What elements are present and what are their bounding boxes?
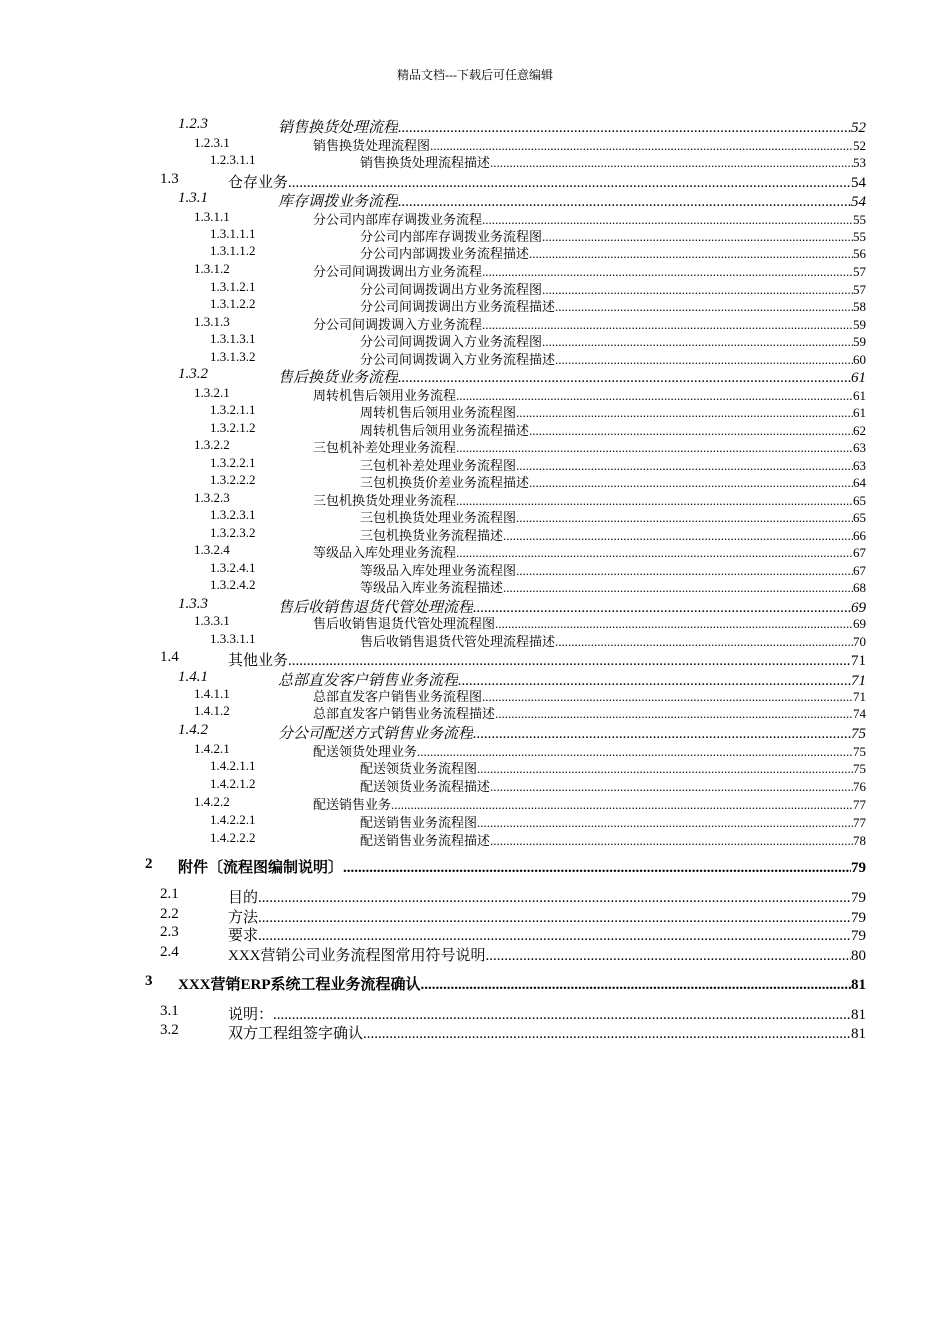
toc-entry-page: 54 xyxy=(851,175,866,191)
toc-entry-title: 三包机补差处理业务流程图 xyxy=(360,458,517,473)
toc-leader-dots xyxy=(258,890,851,907)
toc-entry-number: 1.4.1.1 xyxy=(194,686,230,701)
page-header: 精品文档---下载后可任意编辑 xyxy=(397,68,553,82)
toc-entry-number: 1.3 xyxy=(160,171,179,187)
toc-entry-number: 1.4.1 xyxy=(178,669,208,685)
toc-entry-number: 1.3.2.4.2 xyxy=(210,577,256,592)
toc-entry-title: 分公司内部库存调拨业务流程图 xyxy=(360,229,543,244)
toc-entry-title: 分公司间调拨调入方业务流程 xyxy=(313,317,483,332)
toc-entry[interactable] xyxy=(0,209,950,226)
toc-entry-title: 三包机换货价差业务流程描述 xyxy=(360,475,530,490)
toc-entry-page: 65 xyxy=(853,510,866,525)
toc-entry-title: 分公司配送方式销售业务流程 xyxy=(278,726,474,742)
toc-entry-title: 周转机售后领用业务流程图 xyxy=(360,405,517,420)
toc-entry[interactable] xyxy=(0,226,950,243)
toc-entry[interactable] xyxy=(0,758,950,775)
toc-entry-page: 53 xyxy=(853,155,866,170)
toc-entry-title: 库存调拨业务流程 xyxy=(278,194,399,210)
toc-entry-number: 1.3.2.2.1 xyxy=(210,455,256,470)
toc-entry-page: 74 xyxy=(853,706,866,721)
toc-entry-title: 配送领货处理业务 xyxy=(313,744,418,759)
toc-leader-dots xyxy=(490,833,853,849)
toc-entry[interactable] xyxy=(0,507,950,524)
toc-entry[interactable] xyxy=(0,613,950,630)
toc-leader-dots xyxy=(391,797,853,813)
toc-entry-page: 63 xyxy=(853,458,866,473)
toc-entry[interactable] xyxy=(0,455,950,472)
toc-leader-dots xyxy=(343,860,851,877)
toc-leader-dots xyxy=(288,653,851,670)
toc-entry[interactable] xyxy=(0,741,950,758)
toc-entry-page: 78 xyxy=(853,833,866,848)
toc-entry-title: XXX营销公司业务流程图常用符号说明 xyxy=(228,948,486,964)
toc-entry[interactable] xyxy=(0,116,950,134)
toc-entry-title: 售后收销售退货代管处理流程图 xyxy=(313,616,496,631)
toc-entry-page: 75 xyxy=(853,761,866,776)
toc-entry-page: 71 xyxy=(853,689,866,704)
toc-leader-dots xyxy=(363,1026,851,1043)
toc-entry-title: 三包机换货业务流程描述 xyxy=(360,528,504,543)
toc-entry[interactable] xyxy=(0,314,950,331)
toc-entry-number: 1.3.2.2.2 xyxy=(210,472,256,487)
toc-entry[interactable] xyxy=(0,331,950,348)
toc-entry[interactable] xyxy=(0,856,950,874)
toc-entry-page: 62 xyxy=(853,423,866,438)
toc-entry-number: 2.4 xyxy=(160,944,179,960)
toc-leader-dots xyxy=(490,155,853,171)
toc-entry-title: 附件〔流程图编制说明〕 xyxy=(178,860,344,876)
toc-entry-number: 1.3.2.3 xyxy=(194,490,230,505)
toc-entry-number: 1.4.2.2.2 xyxy=(210,830,256,845)
toc-entry-title: 等级品入库业务流程描述 xyxy=(360,580,504,595)
toc-entry-page: 77 xyxy=(853,815,866,830)
toc-entry-page: 77 xyxy=(853,797,866,812)
toc-entry-page: 81 xyxy=(851,1007,866,1023)
toc-entry[interactable] xyxy=(0,906,950,924)
toc-entry-page: 61 xyxy=(853,405,866,420)
toc-entry-title: XXX营销ERP系统工程业务流程确认 xyxy=(178,977,421,993)
toc-entry[interactable] xyxy=(0,366,950,384)
toc-entry-page: 59 xyxy=(853,317,866,332)
toc-entry-title: 配送领货业务流程图 xyxy=(360,761,478,776)
toc-entry-number: 1.4.2.1.2 xyxy=(210,776,256,791)
toc-entry-title: 售后收销售退货代管处理流程描述 xyxy=(360,634,556,649)
toc-leader-dots xyxy=(529,475,853,491)
toc-entry-title: 总部直发客户销售业务流程图 xyxy=(313,689,483,704)
toc-leader-dots xyxy=(529,246,853,262)
toc-entry-title: 售后换货业务流程 xyxy=(278,370,399,386)
toc-entry-page: 61 xyxy=(853,388,866,403)
toc-entry-page: 66 xyxy=(853,528,866,543)
toc-entry-number: 1.4.2 xyxy=(178,722,208,738)
toc-entry-title: 配送销售业务流程图 xyxy=(360,815,478,830)
toc-entry-page: 63 xyxy=(853,440,866,455)
toc-entry-title: 分公司间调拨调出方业务流程图 xyxy=(360,282,543,297)
toc-leader-dots xyxy=(503,580,853,596)
toc-entry[interactable] xyxy=(0,385,950,402)
toc-entry[interactable] xyxy=(0,490,950,507)
toc-entry-title: 周转机售后领用业务流程 xyxy=(313,388,457,403)
toc-entry-number: 1.3.2.1.1 xyxy=(210,402,256,417)
toc-entry[interactable] xyxy=(0,886,950,904)
toc-entry-page: 55 xyxy=(853,229,866,244)
toc-entry[interactable] xyxy=(0,402,950,419)
toc-leader-dots xyxy=(477,815,853,831)
toc-entry[interactable] xyxy=(0,686,950,703)
toc-entry[interactable] xyxy=(0,135,950,152)
toc-leader-dots xyxy=(490,779,853,795)
toc-entry-title: 要求 xyxy=(228,928,259,944)
toc-entry[interactable] xyxy=(0,171,950,189)
toc-entry-page: 52 xyxy=(851,120,866,136)
toc-entry-title: 销售换货处理流程描述 xyxy=(360,155,491,170)
toc-entry[interactable] xyxy=(0,1003,950,1021)
toc-entry-page: 60 xyxy=(853,352,866,367)
toc-entry-number: 1.3.1.3 xyxy=(194,314,230,329)
toc-entry-number: 2.1 xyxy=(160,886,179,902)
toc-entry[interactable] xyxy=(0,560,950,577)
toc-entry[interactable] xyxy=(0,243,950,260)
toc-entry[interactable] xyxy=(0,349,950,366)
toc-entry-number: 1.3.2 xyxy=(178,366,208,382)
toc-entry[interactable] xyxy=(0,296,950,313)
toc-entry-title: 等级品入库处理业务流程 xyxy=(313,545,457,560)
toc-entry-title: 分公司间调拨调出方业务流程描述 xyxy=(360,299,556,314)
toc-leader-dots xyxy=(477,761,853,777)
toc-entry[interactable] xyxy=(0,830,950,847)
toc-entry-page: 54 xyxy=(851,194,866,210)
toc-leader-dots xyxy=(495,616,853,632)
toc-entry-title: 分公司内部库存调拨业务流程 xyxy=(313,212,483,227)
toc-leader-dots xyxy=(555,634,853,650)
toc-entry-number: 1.3.3.1 xyxy=(194,613,230,628)
toc-entry-page: 61 xyxy=(851,370,866,386)
toc-entry-number: 1.3.1.2.2 xyxy=(210,296,256,311)
toc-entry-title: 说明： xyxy=(228,1007,274,1023)
toc-entry-page: 56 xyxy=(853,246,866,261)
toc-entry-page: 79 xyxy=(851,928,866,944)
toc-leader-dots xyxy=(456,545,853,561)
toc-entry-number: 1.3.1.2.1 xyxy=(210,279,256,294)
toc-entry-number: 1.3.2.3.2 xyxy=(210,525,256,540)
toc-entry-number: 1.4.2.2.1 xyxy=(210,812,256,827)
toc-entry[interactable] xyxy=(0,703,950,720)
toc-entry-page: 59 xyxy=(853,334,866,349)
toc-entry-page: 68 xyxy=(853,580,866,595)
toc-leader-dots xyxy=(542,334,853,350)
toc-entry-page: 57 xyxy=(853,264,866,279)
toc-entry-number: 1.2.3.1 xyxy=(194,135,230,150)
toc-entry[interactable] xyxy=(0,944,950,962)
toc-entry-number: 1.3.2.1 xyxy=(194,385,230,400)
toc-entry-title: 三包机补差处理业务流程 xyxy=(313,440,457,455)
toc-entry[interactable] xyxy=(0,924,950,942)
toc-entry-title: 三包机换货处理业务流程 xyxy=(313,493,457,508)
toc-entry-title: 方法 xyxy=(228,910,259,926)
toc-entry-page: 79 xyxy=(851,860,866,876)
toc-entry-page: 81 xyxy=(851,977,866,993)
toc-leader-dots xyxy=(516,405,853,421)
toc-entry[interactable] xyxy=(0,649,950,667)
toc-entry-number: 1.2.3 xyxy=(178,116,208,132)
toc-entry-number: 3.2 xyxy=(160,1022,179,1038)
toc-entry-page: 75 xyxy=(851,726,866,742)
toc-entry-title: 周转机售后领用业务流程描述 xyxy=(360,423,530,438)
toc-entry-number: 2 xyxy=(145,856,153,872)
toc-entry-page: 55 xyxy=(853,212,866,227)
toc-entry[interactable] xyxy=(0,261,950,278)
toc-entry[interactable] xyxy=(0,812,950,829)
toc-entry-title: 三包机换货处理业务流程图 xyxy=(360,510,517,525)
toc-entry-title: 总部直发客户销售业务流程描述 xyxy=(313,706,496,721)
toc-entry-number: 1.3.3.1.1 xyxy=(210,631,256,646)
toc-entry-number: 1.3.1.3.1 xyxy=(210,331,256,346)
toc-leader-dots xyxy=(258,928,851,945)
toc-entry-page: 76 xyxy=(853,779,866,794)
toc-entry-number: 3.1 xyxy=(160,1003,179,1019)
toc-entry-page: 52 xyxy=(853,138,866,153)
toc-entry-number: 3 xyxy=(145,973,153,989)
toc-entry-number: 1.3.2.1.2 xyxy=(210,420,256,435)
toc-entry[interactable] xyxy=(0,152,950,169)
toc-entry-page: 80 xyxy=(851,948,866,964)
toc-entry[interactable] xyxy=(0,1022,950,1040)
toc-entry[interactable] xyxy=(0,525,950,542)
toc-entry-title: 分公司间调拨调入方业务流程描述 xyxy=(360,352,556,367)
toc-entry[interactable] xyxy=(0,420,950,437)
toc-entry-number: 1.2.3.1.1 xyxy=(210,152,256,167)
toc-entry-title: 配送销售业务 xyxy=(313,797,392,812)
toc-entry-page: 57 xyxy=(853,282,866,297)
toc-entry-page: 75 xyxy=(853,744,866,759)
toc-entry-title: 其他业务 xyxy=(228,653,289,669)
toc-leader-dots xyxy=(456,440,853,456)
toc-entry[interactable] xyxy=(0,794,950,811)
toc-entry[interactable] xyxy=(0,577,950,594)
toc-entry-title: 分公司内部调拨业务流程描述 xyxy=(360,246,530,261)
toc-entry-title: 售后收销售退货代管处理流程 xyxy=(278,600,474,616)
toc-entry-page: 71 xyxy=(851,653,866,669)
toc-entry-title: 仓存业务 xyxy=(228,175,289,191)
toc-entry[interactable] xyxy=(0,973,950,991)
toc-entry[interactable] xyxy=(0,722,950,740)
toc-leader-dots xyxy=(516,510,853,526)
toc-entry-title: 双方工程组签字确认 xyxy=(228,1026,364,1042)
toc-entry-title: 配送销售业务流程描述 xyxy=(360,833,491,848)
toc-entry-number: 1.3.2.3.1 xyxy=(210,507,256,522)
toc-entry-page: 65 xyxy=(853,493,866,508)
toc-entry-number: 1.3.1 xyxy=(178,190,208,206)
toc-entry-title: 配送领货业务流程描述 xyxy=(360,779,491,794)
toc-entry-page: 64 xyxy=(853,475,866,490)
toc-entry-page: 70 xyxy=(853,634,866,649)
toc-entry-title: 总部直发客户销售业务流程 xyxy=(278,673,459,689)
toc-entry-title: 销售换货处理流程图 xyxy=(313,138,431,153)
toc-entry-number: 1.4.2.2 xyxy=(194,794,230,809)
toc-entry[interactable] xyxy=(0,776,950,793)
toc-entry[interactable] xyxy=(0,279,950,296)
toc-leader-dots xyxy=(482,264,853,280)
toc-entry-number: 1.4 xyxy=(160,649,179,665)
toc-leader-dots xyxy=(555,299,853,315)
toc-entry-number: 1.3.2.4 xyxy=(194,542,230,557)
toc-leader-dots xyxy=(421,977,852,994)
toc-entry-page: 81 xyxy=(851,1026,866,1042)
toc-entry-number: 1.3.1.3.2 xyxy=(210,349,256,364)
toc-entry[interactable] xyxy=(0,596,950,614)
toc-entry-page: 71 xyxy=(851,673,866,689)
toc-entry-number: 1.4.2.1 xyxy=(194,741,230,756)
toc-entry-title: 分公司间调拨调入方业务流程图 xyxy=(360,334,543,349)
toc-entry-number: 1.3.1.2 xyxy=(194,261,230,276)
toc-entry-page: 69 xyxy=(853,616,866,631)
toc-entry-title: 等级品入库处理业务流程图 xyxy=(360,563,517,578)
toc-entry[interactable] xyxy=(0,190,950,208)
toc-leader-dots xyxy=(495,706,853,722)
toc-entry-number: 2.2 xyxy=(160,906,179,922)
toc-entry-page: 79 xyxy=(851,910,866,926)
toc-entry-page: 79 xyxy=(851,890,866,906)
toc-entry[interactable] xyxy=(0,669,950,687)
toc-entry-number: 1.3.2.4.1 xyxy=(210,560,256,575)
toc-entry[interactable] xyxy=(0,631,950,648)
toc-entry-title: 分公司间调拨调出方业务流程 xyxy=(313,264,483,279)
toc-entry-page: 67 xyxy=(853,563,866,578)
toc-entry[interactable] xyxy=(0,542,950,559)
toc-entry-number: 1.3.1.1 xyxy=(194,209,230,224)
toc-entry-number: 1.3.2.2 xyxy=(194,437,230,452)
toc-entry[interactable] xyxy=(0,472,950,489)
toc-entry[interactable] xyxy=(0,437,950,454)
toc-entry-title: 目的 xyxy=(228,890,259,906)
toc-entry-title: 销售换货处理流程 xyxy=(278,120,399,136)
toc-entry-number: 1.3.3 xyxy=(178,596,208,612)
toc-entry-page: 67 xyxy=(853,545,866,560)
toc-entry-number: 2.3 xyxy=(160,924,179,940)
toc-entry-number: 1.4.2.1.1 xyxy=(210,758,256,773)
toc-entry-page: 58 xyxy=(853,299,866,314)
toc-entry-number: 1.3.1.1.2 xyxy=(210,243,256,258)
toc-entry-number: 1.4.1.2 xyxy=(194,703,230,718)
toc-entry-number: 1.3.1.1.1 xyxy=(210,226,256,241)
toc-entry-page: 69 xyxy=(851,600,866,616)
toc-leader-dots xyxy=(486,948,852,965)
